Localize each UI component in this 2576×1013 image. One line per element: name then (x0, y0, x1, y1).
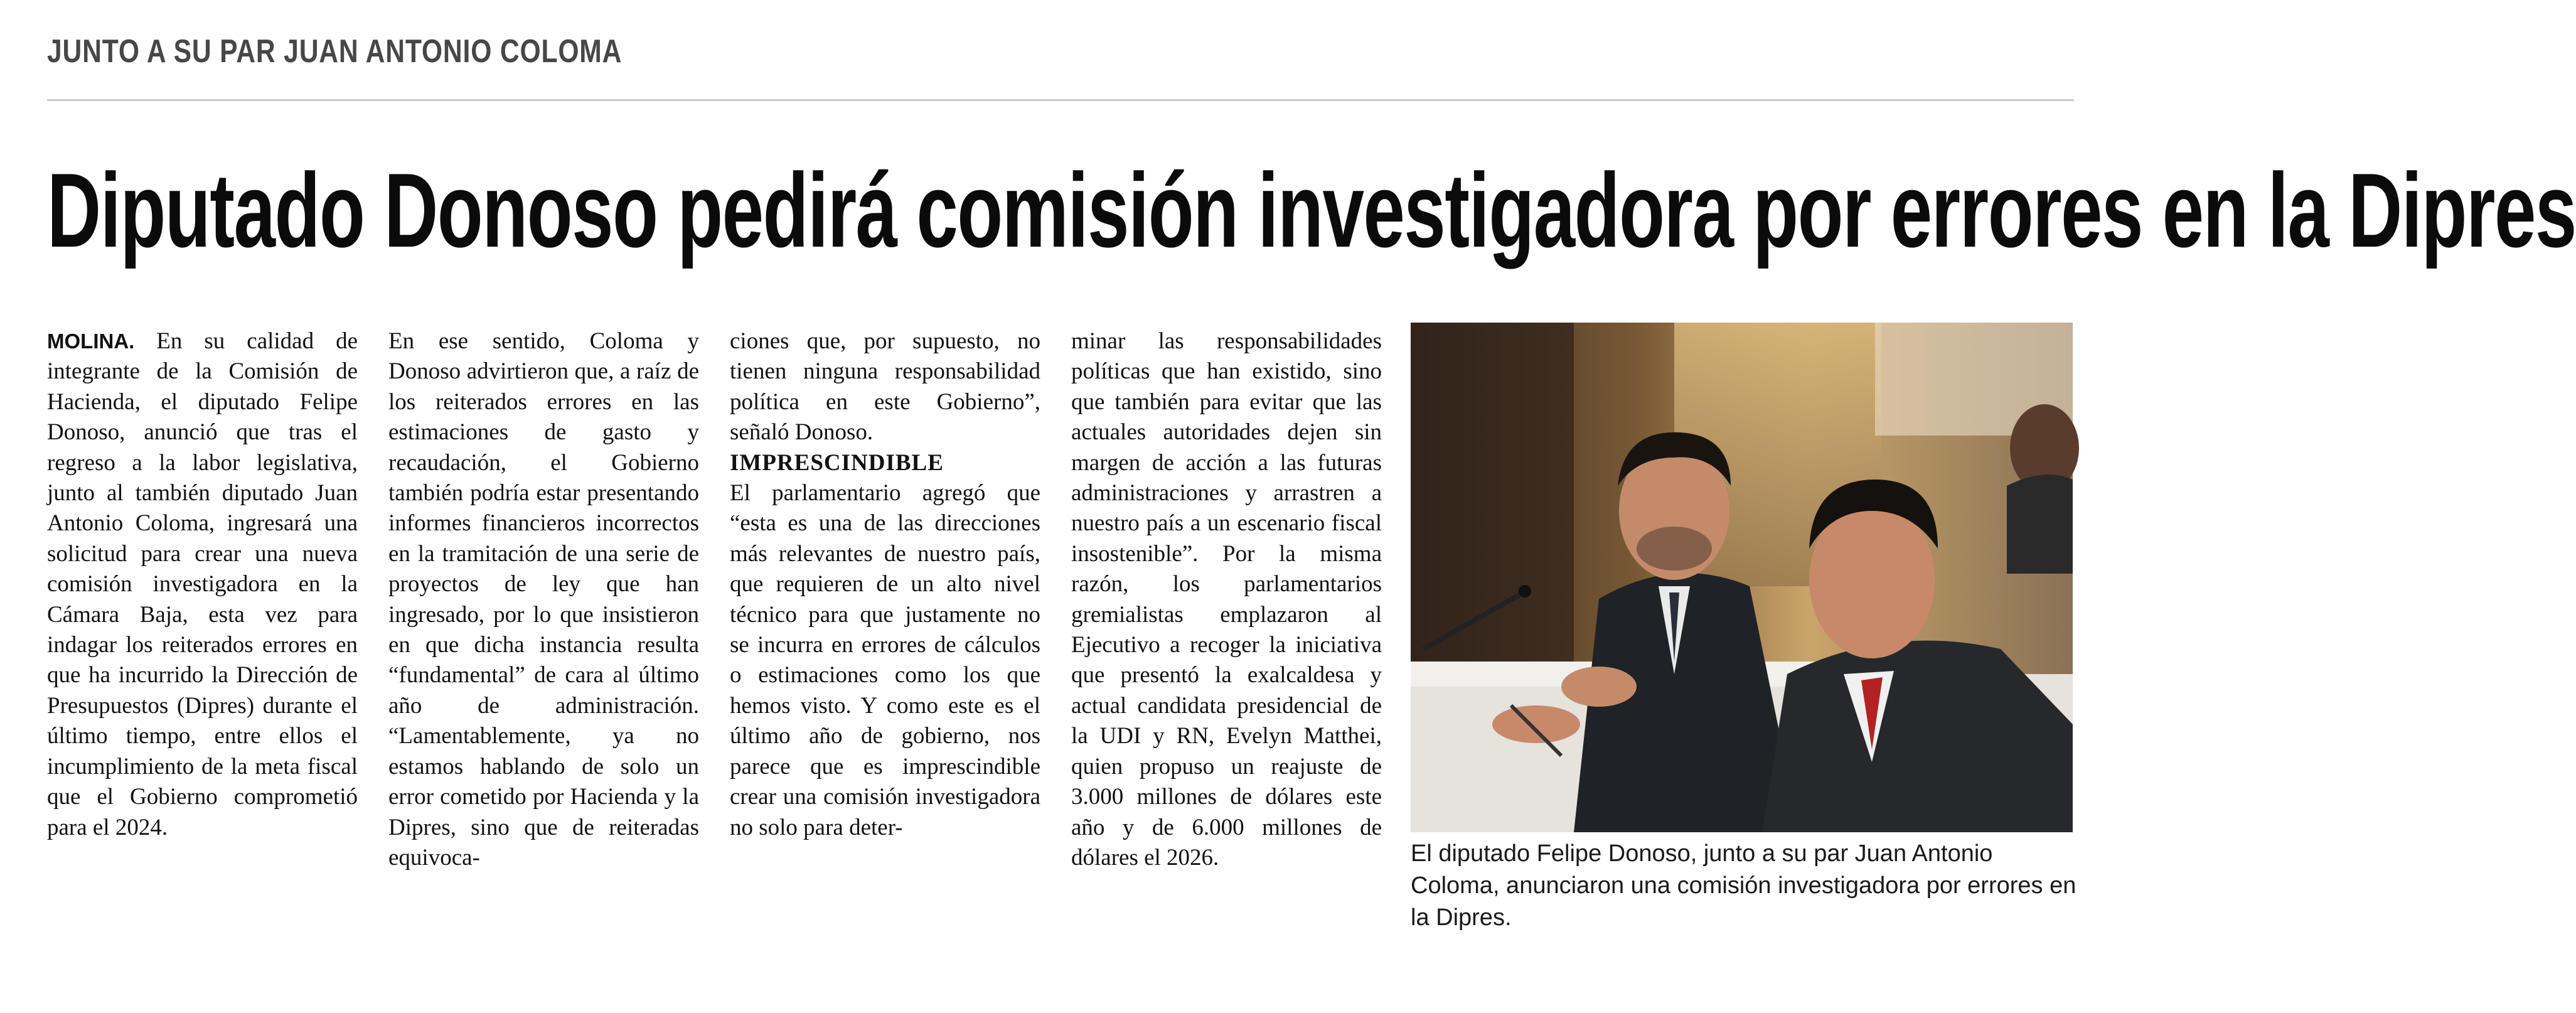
col3-text-a: ciones que, por supuesto, no tienen ninguna responsabilidad política en este Gobierno”, señaló Donoso. (730, 328, 1040, 446)
paragraph-1 (47, 326, 358, 843)
col1-text: En su calidad de integrante de la Comisión de Hacienda, el diputado Felipe Donoso, anunció que tras el regreso a la labor legislativa, junto al también diputado Juan Antonio Coloma, ingresará una solicitud para crear una nueva comisión investigadora en la Cámara Baja, esta vez para indagar los reiterados errores en que ha incurrido la Dirección de Presupuestos (Dipres) durante el último tiempo, entre ellos el incumplimiento de la meta fiscal que el Gobierno comprometió para el 2024. (47, 328, 358, 840)
photo-illustration (1411, 323, 2073, 832)
headline: Diputado Donoso pedirá comisión investigadora por errores en la Dipres (47, 151, 2576, 269)
subhead: IMPRESCINDIBLE (730, 449, 944, 476)
article-photo (1411, 323, 2073, 832)
kicker: JUNTO A SU PAR JUAN ANTONIO COLOMA (47, 33, 623, 70)
article-column-1 (47, 326, 358, 843)
col4-text: minar las responsabilidades políticas que han existido, sino que también para evitar que las actuales autoridades dejen sin margen de acción a las futuras administraciones y arrastren a nuestro país a un escenario fiscal insostenible”. Por la misma razón, los parlamentarios gremialistas emplazaron al Ejecutivo a recoger la iniciativa que presentó la exalcaldesa y actual candidata presidencial de la UDI y RN, Evelyn Matthei, quien propuso un reajuste de 3.000 millones de dólares este año y de 6.000 millones de dólares el 2026. (1071, 328, 1382, 871)
header-rule (47, 99, 2074, 101)
photo-caption: El diputado Felipe Donoso, junto a su par Juan Antonio Coloma, anunciaron una comisión investigadora por errores en la Dipres. (1411, 840, 2076, 931)
article-column-3 (730, 326, 1040, 843)
col2-text: En ese sentido, Coloma y Donoso advirtieron que, a raíz de los reiterados errores en las estimaciones de gasto y recaudación, el Gobierno también podría estar presentando informes financieros incorrectos en la tramitación de una serie de proyectos de ley que han ingresado, por lo que insistieron en que dicha instancia resulta “fundamental” de cara al último año de administración. “Lamentablemente, ya no estamos hablando de solo un error cometido por Hacienda y la Dipres, sino que de reiteradas equivoca- (388, 328, 699, 871)
dateline: MOLINA. (47, 330, 135, 353)
article-column-4 (1071, 326, 1382, 873)
col3-text-b: El parlamentario agregó que “esta es una de las direcciones más relevantes de nuestro país, que requieren de un alto nivel técnico para que justamente no se incurra en errores de cálculos o estimaciones como los que hemos visto. Y como este es el último año de gobierno, nos parece que es imprescindible crear una comisión investigadora no solo para deter- (730, 480, 1040, 840)
article-column-2 (388, 326, 699, 873)
